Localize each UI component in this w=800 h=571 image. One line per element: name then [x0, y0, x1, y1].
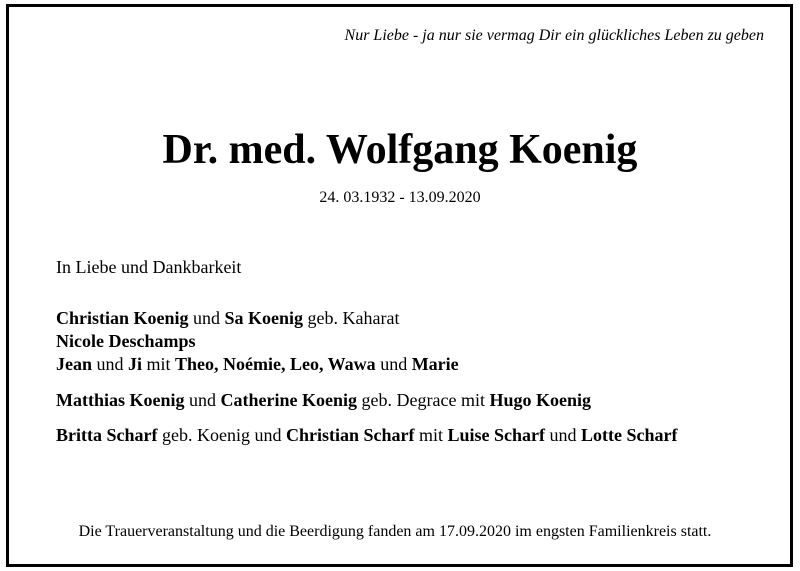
mourner-name: Lotte Scharf [581, 425, 678, 445]
funeral-note: Die Trauerveranstaltung und die Beerdigung fanden am 17.09.2020 im engsten Familienkreis statt. [78, 523, 712, 540]
mourner-name: Britta Scharf [56, 425, 158, 445]
connector-text: und [545, 425, 582, 445]
mourner-name: Christian Scharf [285, 425, 415, 445]
connector-text: mit [414, 425, 448, 445]
connector-text: geb. Kaharat [303, 308, 400, 328]
mourner-name: Catherine Koenig [220, 390, 357, 410]
mourner-name: Theo, Noémie, Leo, Wawa [175, 354, 376, 374]
mourner-name: Luise Scharf [447, 425, 546, 445]
mourner-name: Hugo Koenig [489, 390, 591, 410]
connector-text: und [184, 390, 221, 410]
connector-text: geb. Degrace mit [357, 390, 490, 410]
mourner-line-3 [56, 354, 459, 375]
mourner-line-2 [56, 331, 195, 352]
life-dates: 24. 03.1932 - 13.09.2020 [319, 189, 481, 206]
connector-text: und [188, 308, 225, 328]
mourner-name: Nicole Deschamps [56, 331, 196, 351]
mourner-name: Sa Koenig [224, 308, 304, 328]
connector-text: geb. Koenig und [157, 425, 286, 445]
mourner-name: Christian Koenig [56, 308, 189, 328]
notice-border [6, 4, 793, 567]
connector-text: mit [142, 354, 176, 374]
mourner-name: Ji [128, 354, 143, 374]
mourner-name: Matthias Koenig [56, 390, 185, 410]
mourner-line-5 [56, 425, 678, 446]
mourner-name: Jean [56, 354, 92, 374]
deceased-name: Dr. med. Wolfgang Koenig [162, 127, 638, 173]
mourner-line-4 [56, 390, 591, 411]
connector-text: und [92, 354, 128, 374]
connector-text: und [375, 354, 412, 374]
intro-text: In Liebe und Dankbarkeit [56, 257, 242, 277]
motto-quote: Nur Liebe - ja nur sie vermag Dir ein glückliches Leben zu geben [344, 27, 764, 44]
mourner-name: Marie [411, 354, 459, 374]
mourner-line-1 [56, 308, 399, 329]
